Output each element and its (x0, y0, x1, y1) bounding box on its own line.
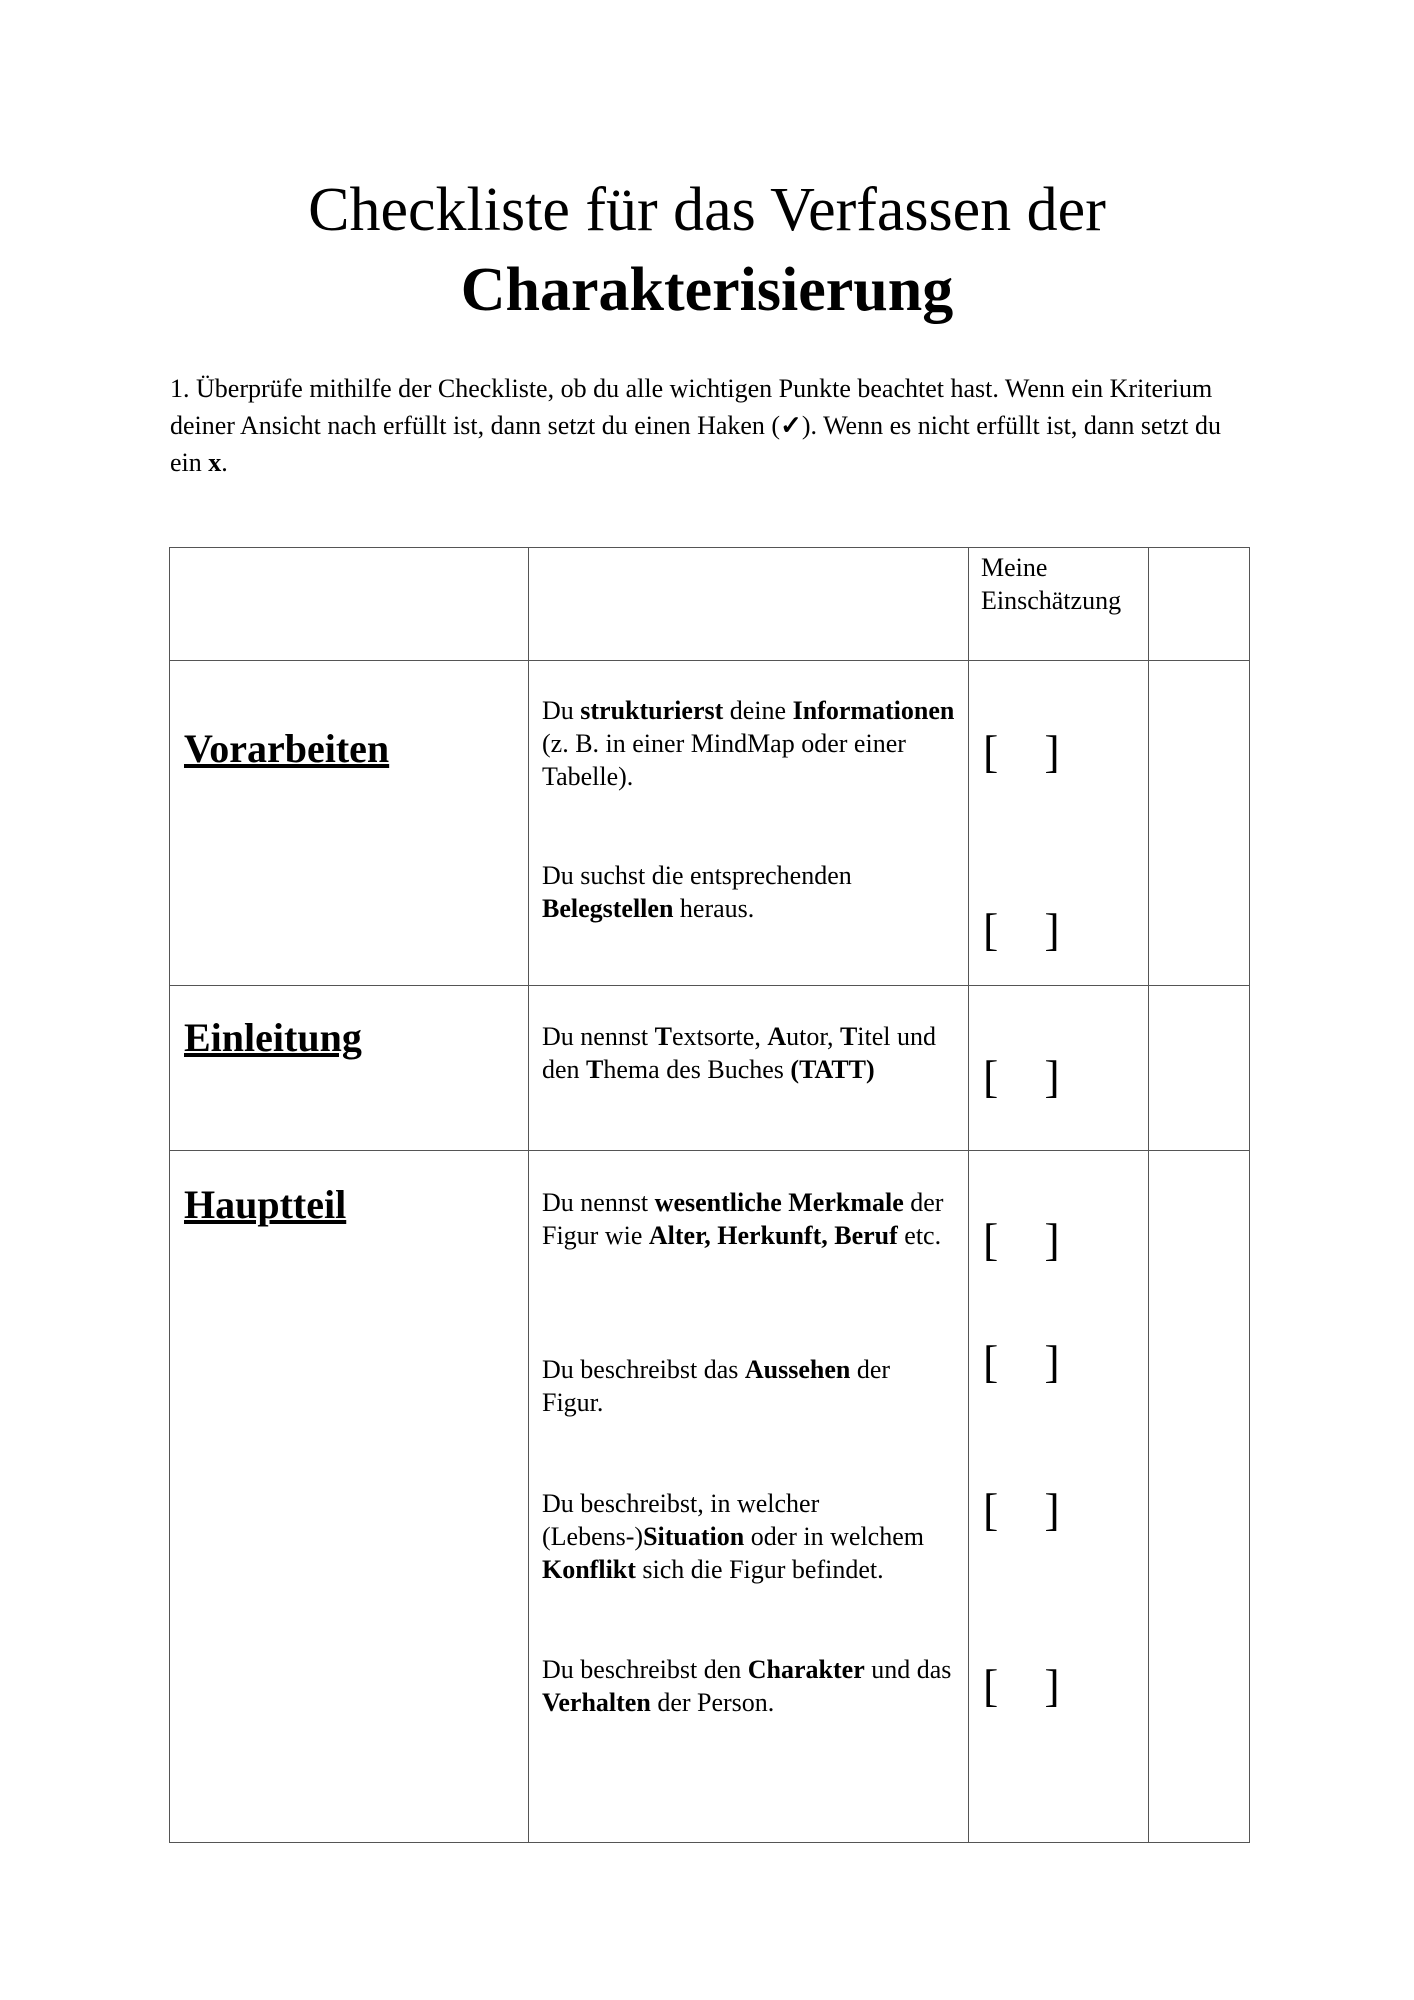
criterion-text: Du strukturierst deine Informationen (z. B. in einer MindMap oder einer Tabelle). (542, 696, 955, 791)
instruction-part-b: ). Wenn es nicht erfüllt ist, dann setzt du ein (170, 411, 1222, 477)
assessment-cell (969, 1151, 1149, 1843)
assessment-cell (969, 661, 1149, 986)
instruction-part-a: 1. Überprüfe mithilfe der Checkliste, ob du alle wichtigen Punkte beachtet hast. Wenn ein Kriterium deiner Ansicht nach erfüllt ist, dann setzt du einen Haken ( (170, 374, 1213, 440)
criterion-text: Du nennst Textsorte, Autor, Titel und den Thema des Buches (TATT) (542, 1022, 937, 1084)
extra-cell (1149, 986, 1250, 1151)
checkbox-bracket[interactable]: [ ] (983, 904, 1060, 955)
checkmark-icon: ✓ (780, 411, 802, 440)
section-title-einleitung: Einleitung (184, 1015, 362, 1060)
section-cell (170, 1151, 529, 1843)
checklist-table (169, 547, 1250, 1843)
instruction-text (170, 370, 1250, 481)
title-line-1: Checkliste für das Verfassen der (308, 176, 1106, 244)
instruction-part-c: . (221, 448, 228, 477)
criterion-text: Du beschreibst das Aussehen der Figur. (542, 1355, 891, 1417)
criteria-cell (529, 986, 969, 1151)
checkbox-bracket[interactable]: [ ] (983, 1051, 1060, 1102)
checkbox-bracket[interactable]: [ ] (983, 1214, 1060, 1265)
page-title (0, 170, 1414, 330)
header-cell-section (170, 548, 529, 661)
criterion-text: Du beschreibst, in welcher (Lebens-)Situation oder in welchem Konflikt sich die Figur befindet. (542, 1489, 924, 1584)
header-cell-extra (1149, 548, 1250, 661)
extra-cell (1149, 1151, 1250, 1843)
header-cell-criterion (529, 548, 969, 661)
table-header-row (170, 548, 1250, 661)
criterion-text: Du nennst wesentliche Merkmale der Figur wie Alter, Herkunft, Beruf etc. (542, 1188, 944, 1250)
section-title-vorarbeiten: Vorarbeiten (184, 726, 390, 771)
criterion-text: Du beschreibst den Charakter und das Verhalten der Person. (542, 1655, 952, 1717)
assessment-header-line-1: Meine (981, 553, 1048, 582)
table-row (170, 661, 1250, 986)
criteria-cell (529, 661, 969, 986)
table-row (170, 1151, 1250, 1843)
criterion-text: Du suchst die entsprechenden Belegstellen heraus. (542, 861, 852, 923)
extra-cell (1149, 661, 1250, 986)
table-row (170, 986, 1250, 1151)
header-cell-assessment (969, 548, 1149, 661)
x-mark: x (208, 448, 222, 477)
title-line-2: Charakterisierung (460, 256, 954, 324)
section-cell (170, 661, 529, 986)
assessment-cell (969, 986, 1149, 1151)
criteria-cell (529, 1151, 969, 1843)
section-title-hauptteil: Hauptteil (184, 1182, 347, 1227)
checkbox-bracket[interactable]: [ ] (983, 1660, 1060, 1711)
checkbox-bracket[interactable]: [ ] (983, 1336, 1060, 1387)
checkbox-bracket[interactable]: [ ] (983, 726, 1060, 777)
checkbox-bracket[interactable]: [ ] (983, 1484, 1060, 1535)
assessment-header-line-2: Einschätzung (981, 586, 1122, 615)
section-cell (170, 986, 529, 1151)
